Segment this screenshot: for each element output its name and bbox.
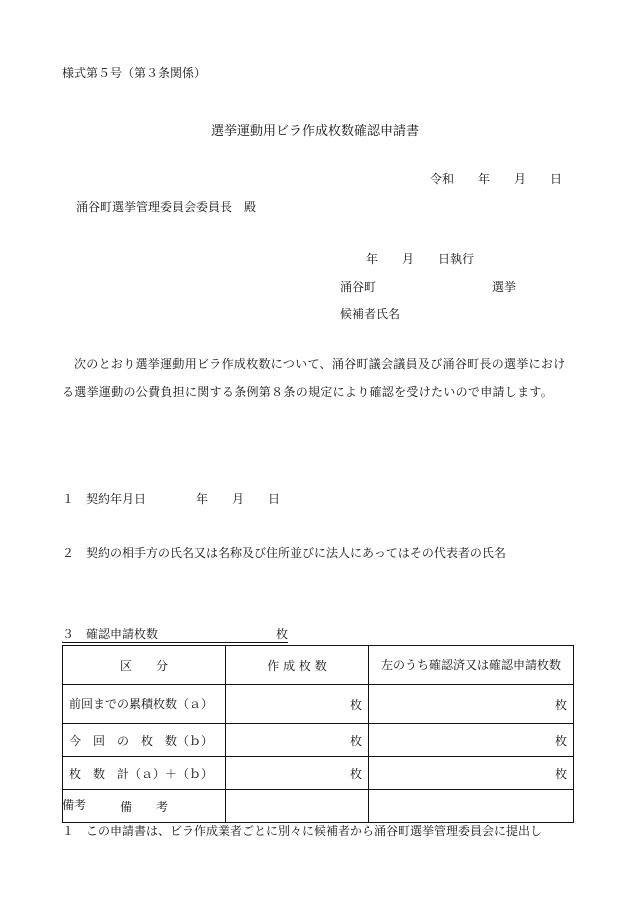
header-confirmed-count: 左のうち確認済又は確認申請枚数	[369, 646, 574, 685]
row-created-count: 枚	[226, 724, 369, 757]
row-label: 前回までの累積枚数（ａ）	[63, 685, 226, 724]
election-town: 涌谷町	[340, 280, 377, 294]
item3-unit: 枚	[276, 627, 289, 641]
document-title: 選挙運動用ビラ作成枚数確認申請書	[210, 124, 419, 139]
count-table	[62, 645, 574, 823]
note-1: １ この申請書は、ビラ作成業者ごとに別々に候補者から涌谷町選挙管理委員会に提出し	[62, 824, 543, 838]
item-contract-date	[62, 490, 280, 507]
row-created-count	[226, 790, 369, 823]
item3-underlined-field	[62, 625, 288, 643]
table-row	[63, 757, 574, 790]
table-header-row	[63, 646, 574, 685]
table-row	[63, 790, 574, 823]
item1-date: 年 月 日	[196, 492, 281, 506]
row-created-count: 枚	[226, 757, 369, 790]
item-requested-count	[62, 625, 288, 643]
row-confirmed-count: 枚	[369, 757, 574, 790]
form-number: 様式第５号（第３条関係）	[62, 66, 207, 80]
row-label: 枚 数 計（ａ）＋（ｂ）	[63, 757, 226, 790]
item3-label: ３ 確認申請枚数	[62, 627, 159, 641]
application-body-text: 次のとおり選挙運動用ビラ作成枚数について、涌谷町議会議員及び涌谷町長の選挙における選挙運動の公費負担に関する条例第８条の規定により確認を受けたいので申請します。	[62, 357, 566, 399]
header-created-count: 作 成 枚 数	[226, 646, 369, 685]
row-created-count: 枚	[226, 685, 369, 724]
row-confirmed-count	[369, 790, 574, 823]
notes-heading: 備考	[62, 798, 87, 812]
addressee: 涌谷町選挙管理委員会委員長 殿	[76, 200, 257, 214]
item1-label: １ 契約年月日	[62, 492, 147, 506]
row-confirmed-count: 枚	[369, 685, 574, 724]
candidate-name-label: 候補者氏名	[340, 307, 401, 321]
header-category: 区 分	[63, 646, 226, 685]
table-row	[63, 724, 574, 757]
row-label: 今 回 の 枚 数（ｂ）	[63, 724, 226, 757]
row-label-remarks: 備 考	[63, 790, 226, 823]
row-confirmed-count: 枚	[369, 724, 574, 757]
election-label: 選挙	[492, 280, 517, 294]
election-date: 年 月 日執行	[366, 252, 475, 266]
application-date: 令和 年 月 日	[430, 172, 563, 186]
table-row	[63, 685, 574, 724]
item-contractor-name: ２ 契約の相手方の氏名又は名称及び住所並びに法人にあってはその代表者の氏名	[62, 546, 506, 560]
